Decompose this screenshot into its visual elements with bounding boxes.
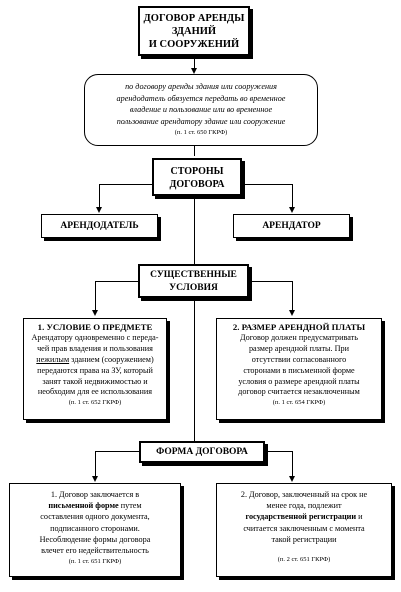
lessee-label: АРЕНДАТОР: [262, 221, 321, 231]
definition-reference: (п. 1 ст. 650 ГКРФ): [174, 129, 228, 136]
form-title: ФОРМА ДОГОВОРА: [156, 447, 248, 457]
parties-box: [152, 158, 242, 196]
form-branch-right-down: [292, 451, 293, 477]
title-line2: ЗДАНИЙ: [171, 26, 217, 37]
subject-nonresidential: нежилым: [36, 354, 70, 364]
form-left-reference: (п. 1 ст. 651 ГКРФ): [68, 558, 122, 566]
rent-reference: (п. 1 ст. 654 ГКРФ): [272, 399, 326, 407]
definition-line4: пользование арендатору здание или сооружение: [116, 116, 286, 126]
arrow-parties-left: [96, 207, 102, 213]
definition-line1: по договору аренды здания или сооружения: [125, 82, 277, 91]
essential-box: [138, 264, 249, 298]
essential-line1: СУЩЕСТВЕННЫЕ: [150, 270, 237, 280]
parties-branch-right: [243, 184, 292, 185]
subject-line1: Арендатору одновременно с переда-: [31, 332, 159, 342]
form-registration-box: [216, 483, 392, 577]
form-left-line4: подписанного сторонами.: [50, 523, 140, 533]
lessor-label: АРЕНДОДАТЕЛЬ: [60, 221, 139, 231]
subject-box: [23, 318, 167, 420]
arrow-parties-right: [289, 207, 295, 213]
title-line1: ДОГОВОР АРЕНДЫ: [143, 13, 245, 24]
form-branch-right: [266, 451, 292, 452]
arrow-essential-right: [289, 310, 295, 316]
essential-branch-left-down: [95, 281, 96, 311]
definition-line2: арендодатель обязуется передать во временное: [116, 93, 286, 103]
definition-box: [84, 74, 318, 146]
parties-title-line2: ДОГОВОРА: [169, 179, 225, 190]
subject-reference: (п. 1 ст. 652 ГКРФ): [68, 399, 122, 407]
form-box: [139, 441, 265, 463]
arrow-essential-left: [92, 310, 98, 316]
arrow-form-left: [92, 476, 98, 482]
form-right-line4: считается заключенным с момента: [243, 523, 365, 533]
connector-definition-parties: [194, 146, 195, 156]
subject-line5: занят такой недвижимостью и: [42, 376, 148, 386]
subject-line3-rest: зданием (сооружением): [69, 354, 154, 364]
rent-line1: Договор должен предусматривать: [240, 332, 358, 342]
form-left-line6: влечет его недействительность: [41, 546, 149, 556]
title-box: [138, 6, 250, 56]
form-left-line1: 1. Договор заключается в: [50, 490, 140, 499]
lessee-box: [233, 214, 350, 238]
written-form-text: письменной форме: [48, 501, 119, 511]
parties-branch-right-down: [292, 184, 293, 208]
title-line3: И СООРУЖЕНИЙ: [148, 39, 240, 50]
rent-line2: размер арендной платы. При: [248, 343, 350, 353]
subject-line2: чей прав владения и пользования: [37, 343, 153, 353]
essential-line2: УСЛОВИЯ: [169, 283, 218, 293]
parties-branch-left-down: [99, 184, 100, 208]
connector-essential-form: [194, 298, 195, 441]
essential-branch-left: [95, 281, 138, 282]
form-left-line3: составления одного документа,: [40, 512, 150, 522]
form-right-line1: 2. Договор, заключенный на срок не: [240, 490, 368, 499]
subject-line3: [24, 355, 166, 366]
form-right-line3: [217, 511, 391, 522]
lessor-box: [41, 214, 158, 238]
arrow-form-right: [289, 476, 295, 482]
subject-line4: передаются права на ЗУ, который: [37, 365, 153, 375]
definition-line3: владение и пользование или во временное: [129, 105, 273, 114]
rent-line6: договор считается незаключенным: [238, 387, 360, 397]
rent-heading: 2. РАЗМЕР АРЕНДНОЙ ПЛАТЫ: [232, 322, 366, 332]
subject-heading: 1. УСЛОВИЕ О ПРЕДМЕТЕ: [37, 322, 153, 332]
form-branch-left-down: [95, 451, 96, 477]
form-left-line5: Несоблюдение формы договора: [39, 534, 151, 544]
rent-line5: условия о размере арендной платы: [238, 376, 360, 386]
form-right-line3-rest: и: [356, 512, 363, 522]
parties-title-line1: СТОРОНЫ: [170, 166, 224, 177]
state-registration-text: государственной регистрации: [245, 512, 357, 522]
form-right-line2: менее года, подлежит: [266, 501, 342, 511]
form-branch-left: [95, 451, 139, 452]
form-right-line5: такой регистрации: [271, 534, 337, 544]
rent-line3: отсутствии согласованного: [251, 354, 347, 364]
parties-branch-left: [99, 184, 152, 185]
connector-parties-essential: [194, 196, 195, 264]
essential-branch-right: [250, 281, 292, 282]
essential-branch-right-down: [292, 281, 293, 311]
form-left-line2-rest: путем: [118, 501, 142, 511]
form-written-box: [9, 483, 181, 577]
rent-box: [216, 318, 382, 420]
form-left-line2: [10, 500, 180, 511]
rent-line4: сторонами в письменной форме: [243, 365, 355, 375]
form-right-reference: (п. 2 ст. 651 ГКРФ): [277, 556, 331, 564]
subject-line6: необходим для ее использования: [37, 387, 153, 397]
